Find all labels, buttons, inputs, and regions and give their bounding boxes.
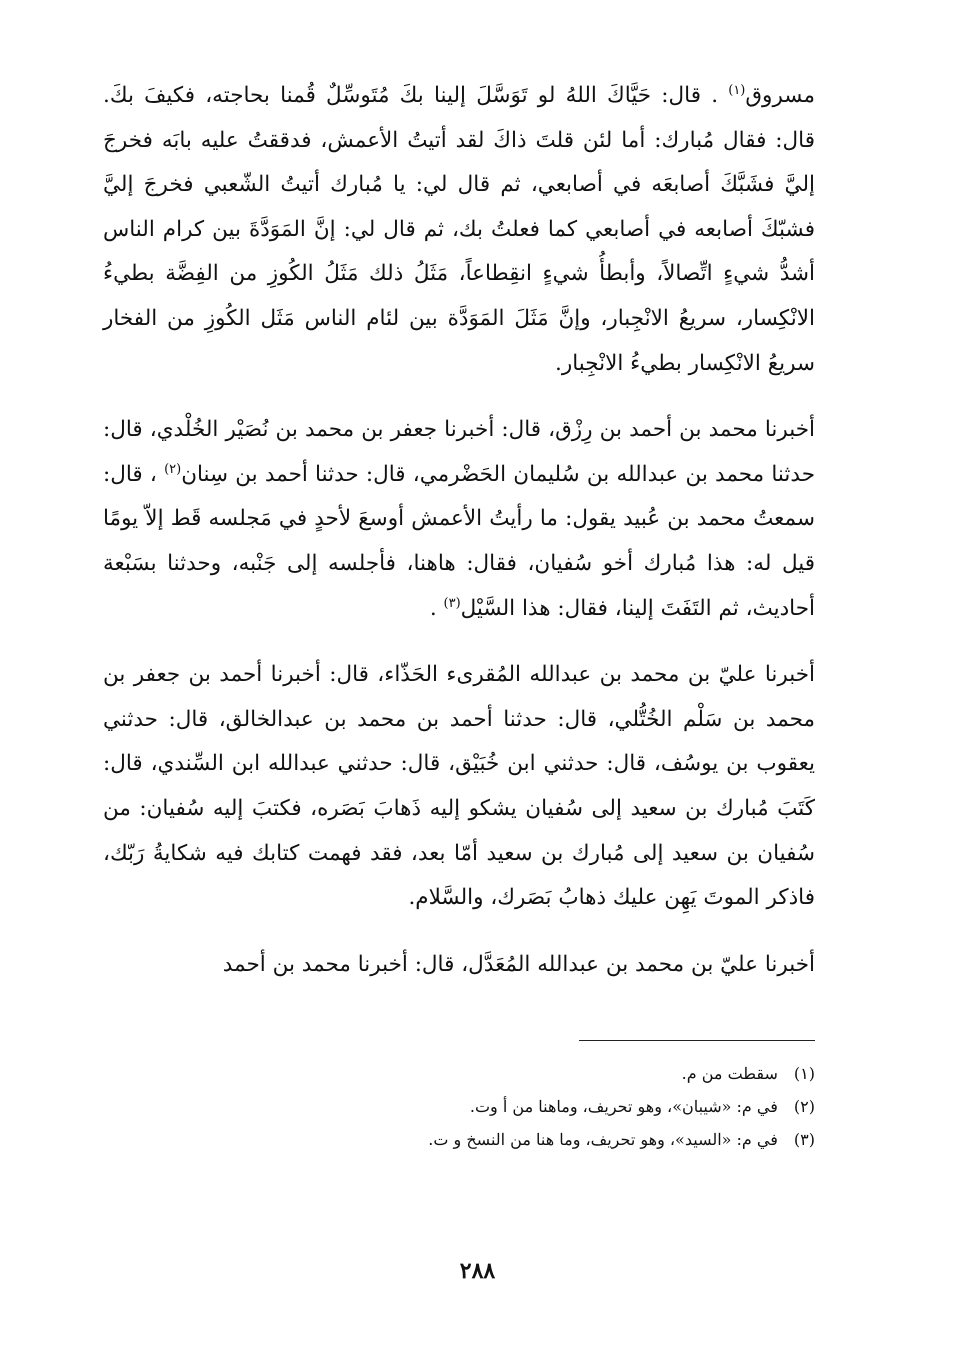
paragraph-text: أخبرنا عليّ بن محمد بن عبدالله المُعَدَّل، قال: أخبرنا محمد بن أحمد [222, 951, 815, 977]
page-number: ٢٨٨ [459, 1258, 496, 1284]
paragraph-text: أخبرنا عليّ بن محمد بن عبدالله المُقرىء الحَذّاء، قال: أخبرنا أحمد بن جعفر بن محمد بن سَلْم الخُتُّلي، قال: حدثنا أحمد بن محمد بن عبدالخالق، قال: حدثني يعقوب بن يوسُف، قال: حدثني ابن خُبَيْق، قال: حدثني عبدالله ابن السِّندي، قال: كَتَبَ مُبارك بن سعيد إلى سُفيان يشكو إليه ذَهابَ بَصَره، فكتبَ إليه سُفيان: من سُفيان بن سعيد إلى مُبارك بن سعيد أمّا بعد، فقد فهمت كتابك فيه شكايةُ رَبّك، فاذكر الموتَ يَهِن عليك ذهابُ بَصَرك، والسَّلام. [103, 662, 815, 911]
paragraph-1 [103, 74, 815, 386]
footnote-ref: (١) [728, 82, 746, 98]
paragraph-2 [103, 408, 815, 631]
paragraph-text: . [429, 595, 444, 621]
footnote-number: (٣) [793, 1130, 815, 1149]
paragraph-4 [103, 943, 815, 988]
paragraph-text: أخبرنا محمد بن أحمد بن رِزْق، قال: أخبرنا جعفر بن محمد بن نُصَيْر الخُلْدي، قال: حدثنا محمد بن عبدالله بن سُليمان الحَضْرمي، قال: حدثنا أحمد بن سِنان [103, 417, 815, 487]
footnote-divider [579, 1040, 815, 1041]
paragraph-text: ، قال: سمعتُ محمد بن عُبيد يقول: ما رأيتُ الأعمش أوسعَ لأحدٍ في مَجلسه قَط إلاّ يومًا قيل له: هذا مُبارك أخو سُفيان، فقال: هاهنا، فأجلسه إلى جَنْبه، وحدثنا بسَبْعة أحاديث، ثم التَفَتَ إلينا، فقال: هذا السَّيْل [103, 461, 815, 621]
paragraph-text: . قال: حَيَّاكَ اللهُ لو تَوَسَّلَ إلينا بكَ مُتَوسِّلٌ قُمنا بحاجته، فكيفَ بكَ. قال: فقال مُبارك: أما لئن قلتَ ذاكَ لقد أتيتُ الأعمش، فدققتُ عليه بابَه فخرجَ إليَّ فشَبَّكَ أصابعَه في أصابعي، ثم قال لي: يا مُبارك أتيتُ الشّعبي فخرجَ إليَّ فشبّكَ أصابعه في أصابعي كما فعلتُ بك، ثم قال لي: إنَّ المَوَدَّةَ بين كرام الناس أشدُّ شيءٍ اتِّصالاً، وأبطأُ شيءٍ انقِطاعاً، مَثَلُ ذلك مَثَلُ الكُوزِ من الفِضَّة بطيءُ الانْكِسار، سريعُ الانْجِبار، وإنَّ مَثَلَ المَوَدَّة بين لئام الناس مَثَل الكُوزِ من الفخار سريعُ الانْكِسار بطيءُ الانْجِبار. [103, 83, 815, 376]
footnote-text: سقطت من م. [681, 1064, 778, 1083]
footnotes [135, 1057, 815, 1156]
footnote-3 [135, 1123, 815, 1156]
footnote-text: في م: «السيد»، وهو تحريف، وما هنا من النسخ و ت. [428, 1130, 778, 1149]
paragraph-text: مسروق [745, 83, 815, 108]
footnote-text: في م: «شيبان»، وهو تحريف، وماهنا من أ وت. [469, 1097, 778, 1116]
footnote-number: (٢) [793, 1097, 815, 1116]
footnote-2 [135, 1090, 815, 1123]
footnote-ref: (٢) [164, 461, 182, 477]
footnote-number: (١) [793, 1064, 815, 1083]
paragraph-3 [103, 653, 815, 921]
footnote-ref: (٣) [443, 595, 461, 611]
footnote-1 [135, 1057, 815, 1090]
main-text [103, 74, 815, 987]
